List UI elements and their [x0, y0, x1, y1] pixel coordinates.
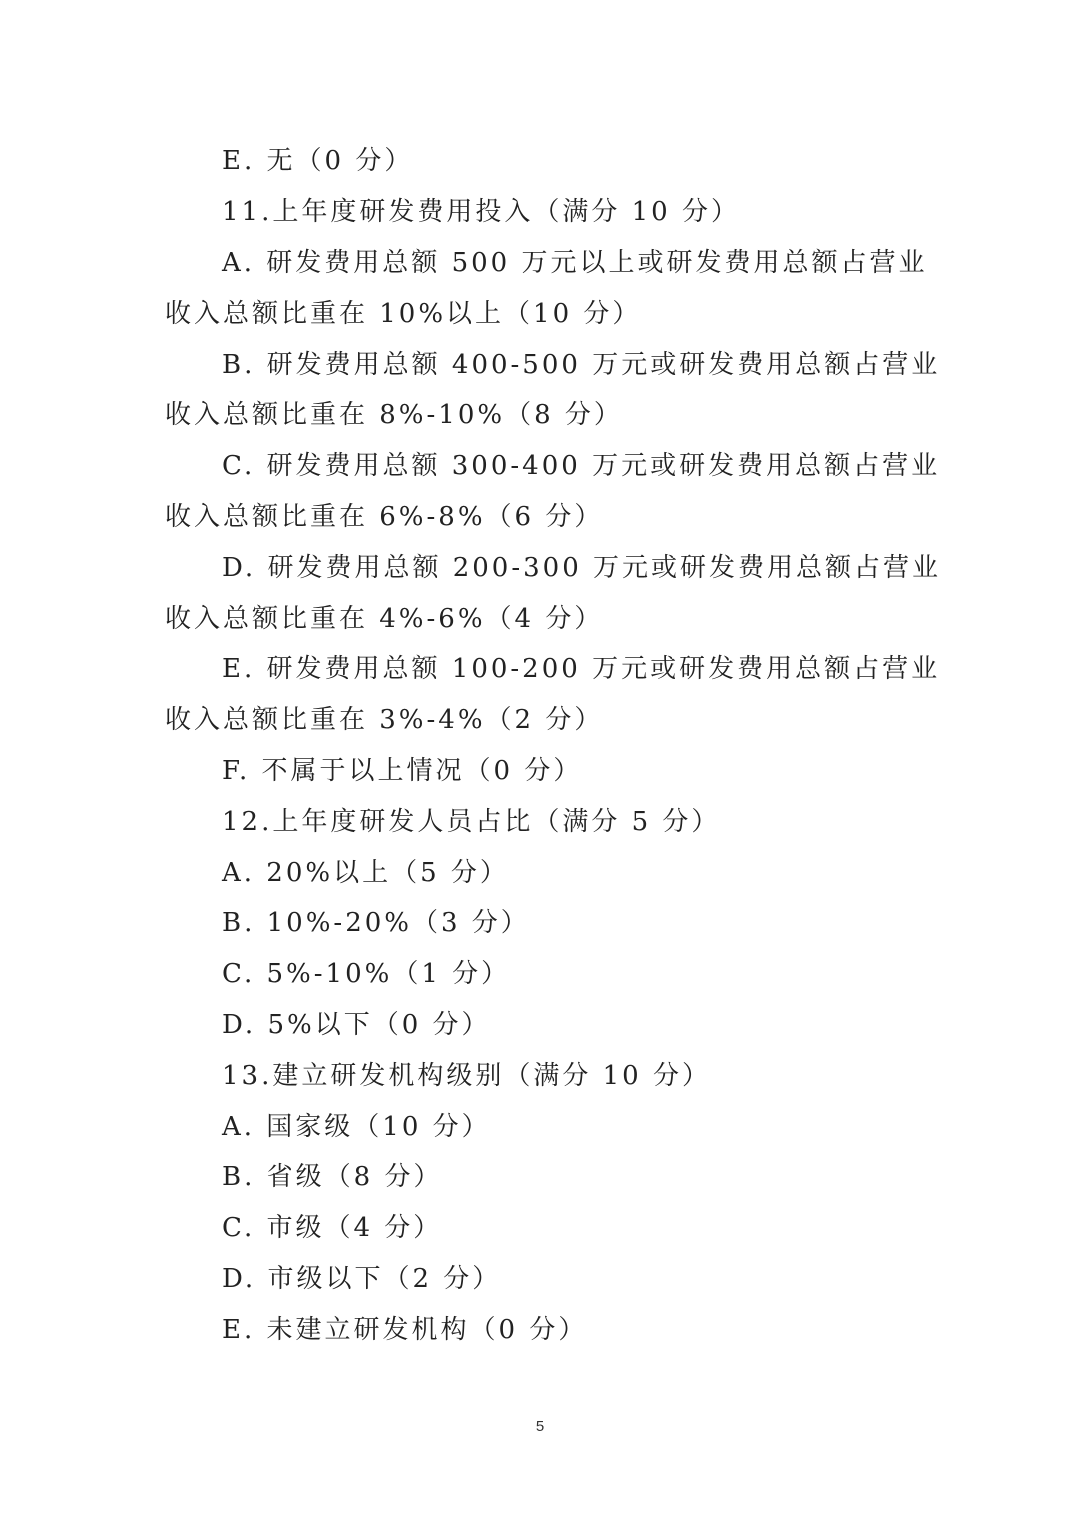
option-10-e: E. 无（0 分）: [222, 146, 414, 176]
option-12-a: A. 20%以上（5 分）: [222, 858, 509, 888]
option-11-d-line2: 收入总额比重在 4%-6%（4 分）: [165, 604, 604, 634]
option-11-b-line1: B. 研发费用总额 400-500 万元或研发费用总额占营业: [222, 350, 941, 380]
option-11-c-line1: C. 研发费用总额 300-400 万元或研发费用总额占营业: [222, 451, 941, 481]
option-13-d: D. 市级以下（2 分）: [222, 1264, 502, 1294]
item-12-heading: 12.上年度研发人员占比（满分 5 分）: [222, 807, 721, 837]
option-11-e-line2: 收入总额比重在 3%-4%（2 分）: [165, 705, 604, 735]
option-13-e: E. 未建立研发机构（0 分）: [222, 1315, 588, 1345]
option-12-d: D. 5%以下（0 分）: [222, 1010, 491, 1040]
page-number: 5: [535, 1418, 545, 1435]
option-11-c-line2: 收入总额比重在 6%-8%（6 分）: [165, 502, 604, 532]
option-11-d-line1: D. 研发费用总额 200-300 万元或研发费用总额占营业: [222, 553, 942, 583]
item-11-heading: 11.上年度研发费用投入（满分 10 分）: [222, 197, 740, 227]
option-11-f: F. 不属于以上情况（0 分）: [222, 756, 583, 786]
option-13-a: A. 国家级（10 分）: [222, 1112, 491, 1142]
option-12-c: C. 5%-10%（1 分）: [222, 959, 511, 989]
option-12-b: B. 10%-20%（3 分）: [222, 908, 530, 938]
option-11-a-line2: 收入总额比重在 10%以上（10 分）: [165, 299, 642, 329]
option-11-b-line2: 收入总额比重在 8%-10%（8 分）: [165, 400, 623, 430]
option-13-b: B. 省级（8 分）: [222, 1162, 443, 1192]
option-11-e-line1: E. 研发费用总额 100-200 万元或研发费用总额占营业: [222, 654, 941, 684]
option-13-c: C. 市级（4 分）: [222, 1213, 443, 1243]
item-13-heading: 13.建立研发机构级别（满分 10 分）: [222, 1061, 711, 1091]
option-11-a-line1: A. 研发费用总额 500 万元以上或研发费用总额占营业: [222, 248, 928, 278]
